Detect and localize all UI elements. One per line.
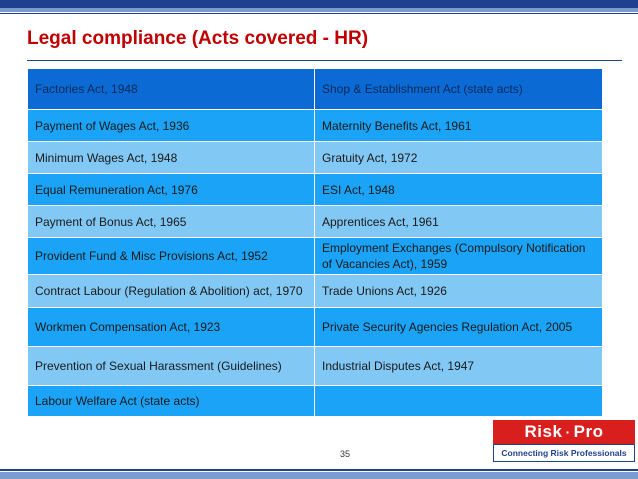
table-cell: Payment of Bonus Act, 1965 — [28, 206, 315, 238]
logo-name-right: Pro — [573, 422, 604, 441]
table-cell: Provident Fund & Misc Provisions Act, 1952 — [28, 238, 315, 275]
table-row — [28, 386, 603, 417]
table-row — [28, 308, 603, 347]
table-cell: Labour Welfare Act (state acts) — [28, 386, 315, 417]
risk-pro-logo — [493, 420, 635, 462]
title-divider — [27, 60, 622, 61]
bottom-accent-line — [0, 469, 638, 471]
table-cell — [315, 386, 603, 417]
table-cell: Workmen Compensation Act, 1923 — [28, 308, 315, 347]
logo-separator: · — [565, 424, 571, 440]
bottom-accent-band — [0, 472, 638, 479]
table-cell: Apprentices Act, 1961 — [315, 206, 603, 238]
acts-table — [27, 68, 603, 417]
table-cell: Prevention of Sexual Harassment (Guidelines) — [28, 347, 315, 386]
top-accent-band — [0, 8, 638, 12]
page-number: 35 — [340, 449, 351, 459]
table-row — [28, 142, 603, 174]
top-accent-line — [0, 13, 638, 14]
table-cell: Minimum Wages Act, 1948 — [28, 142, 315, 174]
table-row — [28, 174, 603, 206]
logo-name-left: Risk — [524, 422, 563, 441]
table-cell: Maternity Benefits Act, 1961 — [315, 110, 603, 142]
table-cell: Trade Unions Act, 1926 — [315, 275, 603, 308]
table-header-row — [28, 69, 603, 110]
table-row — [28, 347, 603, 386]
logo-wordmark — [493, 420, 635, 444]
table-row — [28, 238, 603, 275]
table-cell: Contract Labour (Regulation & Abolition) act, 1970 — [28, 275, 315, 308]
table-cell: Shop & Establishment Act (state acts) — [315, 69, 603, 110]
logo-tagline: Connecting Risk Professionals — [493, 444, 635, 462]
table-cell: ESI Act, 1948 — [315, 174, 603, 206]
top-accent-bar — [0, 0, 638, 8]
slide-title: Legal compliance (Acts covered - HR) — [27, 28, 369, 49]
table-cell: Industrial Disputes Act, 1947 — [315, 347, 603, 386]
table-row — [28, 275, 603, 308]
table-row — [28, 206, 603, 238]
table-cell: Payment of Wages Act, 1936 — [28, 110, 315, 142]
table-cell: Private Security Agencies Regulation Act, 2005 — [315, 308, 603, 347]
table-cell: Gratuity Act, 1972 — [315, 142, 603, 174]
table-cell: Employment Exchanges (Compulsory Notification of Vacancies Act), 1959 — [315, 238, 603, 275]
table-row — [28, 110, 603, 142]
table-cell: Factories Act, 1948 — [28, 69, 315, 110]
table-cell: Equal Remuneration Act, 1976 — [28, 174, 315, 206]
